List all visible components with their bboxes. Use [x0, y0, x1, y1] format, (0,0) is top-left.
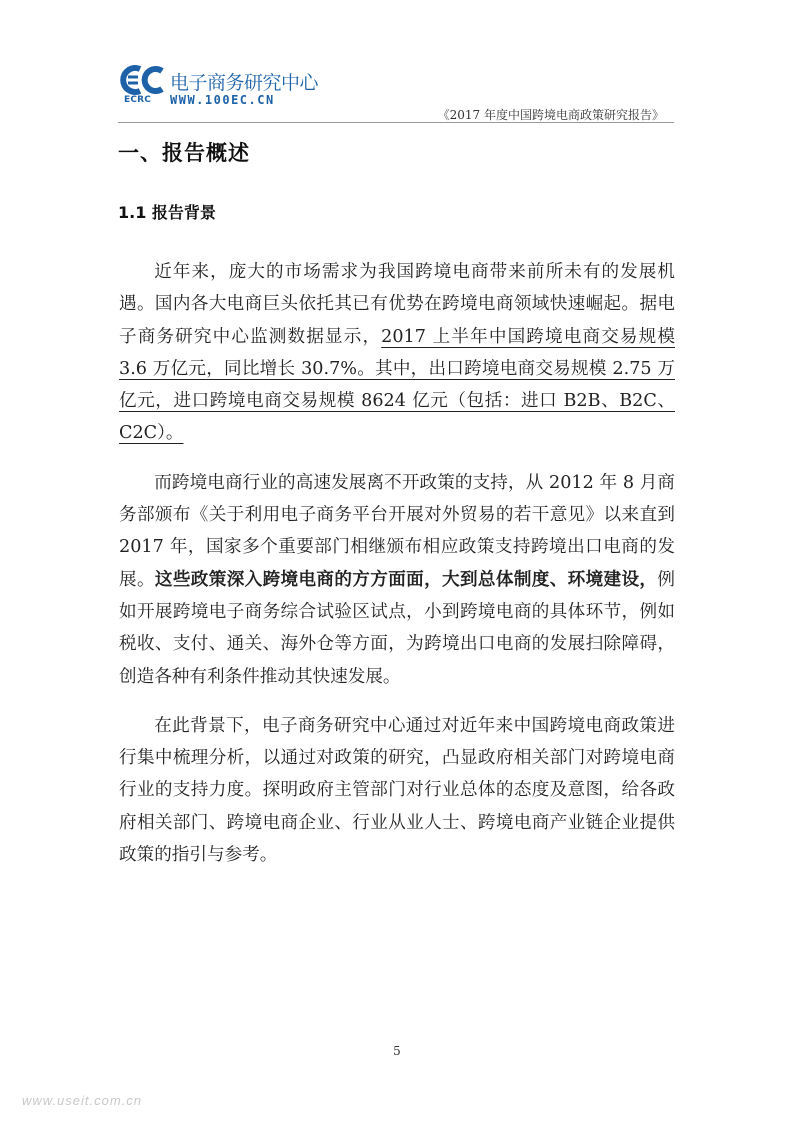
logo-name: 电子商务研究中心: [170, 72, 319, 94]
report-title: 《2017 年度中国跨境电商政策研究报告》: [437, 108, 664, 122]
logo-abbr: ECRC: [124, 95, 152, 105]
paragraph-3: 在此背景下，电子商务研究中心通过对近年来中国跨境电商政策进行集中梳理分析，以通过对政策的研究，凸显政府相关部门对跨境电商行业的支持力度。探明政府主管部门对行业总体的态度及意图，给各政府相关部门、跨境电商企业、行业从业人士、跨境电商产业链企业提供政策的指引与参考。: [119, 715, 675, 866]
ecrc-logo: [112, 62, 319, 110]
section-heading: 一、报告概述: [118, 141, 250, 165]
logo-url: WWW.100EC.CN: [170, 93, 275, 107]
section-subheading: 1.1 报告背景: [118, 203, 216, 222]
body-text: [119, 256, 675, 888]
watermark: www.useit.com.cn: [22, 1093, 143, 1108]
paragraph-1: [119, 256, 675, 450]
header-divider: [118, 122, 674, 123]
ecrc-logo-icon: [120, 64, 166, 96]
paragraph-1-intro: 近年来，庞大的市场需求为我国跨境电商带来前所未有的发展机遇。国内各大电商巨头依托其已有优势在跨境电商领域快速崛起。据电子商务研究中心监测数据显示，: [119, 262, 675, 347]
paragraph-2-rest: 例如开展跨境电子商务综合试验区试点，小到跨境电商的具体环节，例如税收、支付、通关、海外仓等方面，为跨境出口电商的发展扫除障碍，创造各种有利条件推动其快速发展。: [119, 569, 675, 687]
paragraph-2: [119, 467, 675, 693]
page-number: 5: [393, 1044, 401, 1058]
paragraph-2-intro: 而跨境电商行业的高速发展离不开政策的支持，从 2012 年 8 月商务部颁布《关于利用电子商务平台开展对外贸易的若干意见》以来直到 2017 年，国家多个重要部门相继颁布相应政策支持跨境出口电商的发展。: [119, 472, 675, 590]
paragraph-2-bold: 这些政策深入跨境电商的方方面面，大到总体制度、环境建设，: [154, 569, 658, 590]
paragraph-1-underlined-stats: 2017 上半年中国跨境电商交易规模 3.6 万亿元，同比增长 30.7%。其中，出口跨境电商交易规模 2.75 万亿元，进口跨境电商交易规模 8624 亿元（包括：进口 B2B、B2C、C2C）。: [119, 326, 675, 444]
